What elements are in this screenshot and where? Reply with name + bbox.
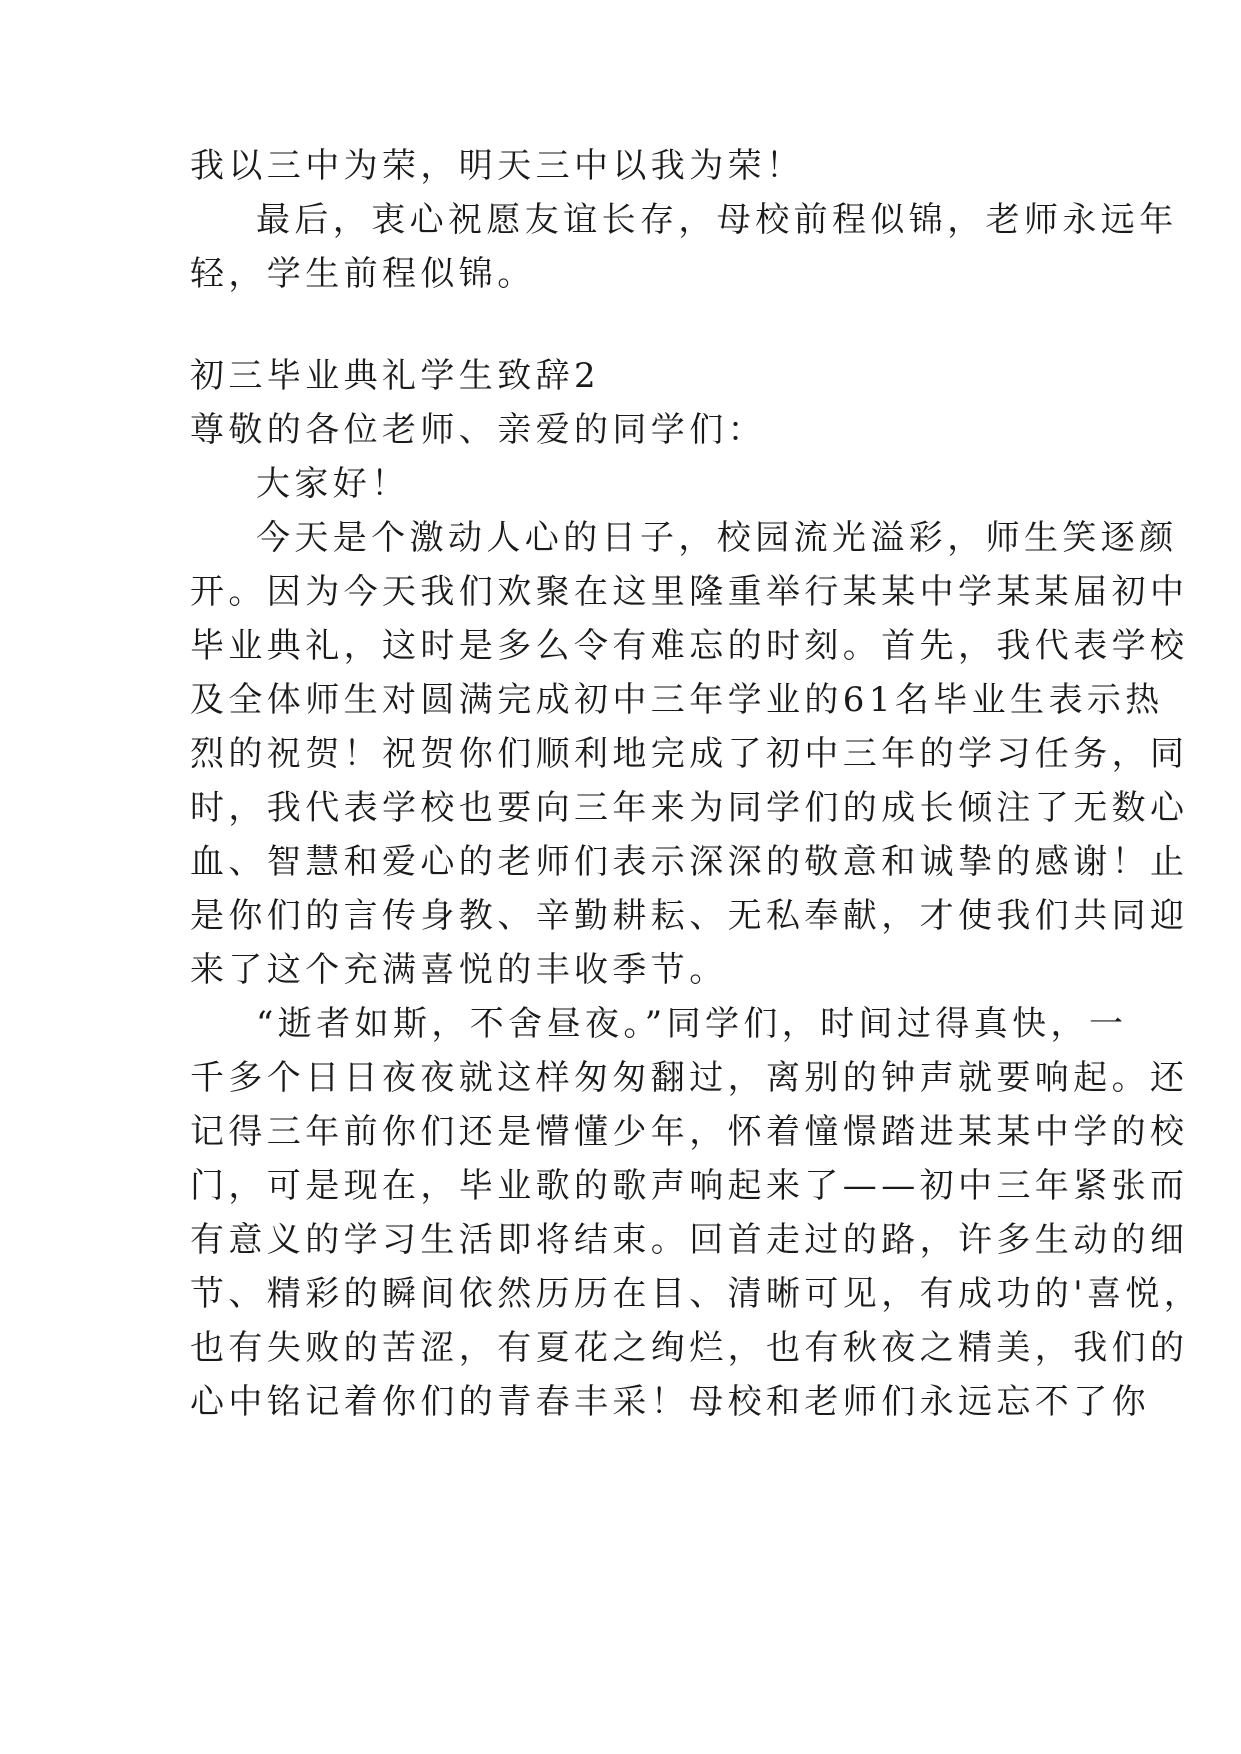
paragraph-line: 记得三年前你们还是懵懂少年，怀着憧憬踏进某某中学的校 [190, 1112, 1189, 1152]
paragraph-line: 开。因为今天我们欢聚在这里隆重举行某某中学某某届初中 [190, 572, 1189, 612]
paragraph-line: 有意义的学习生活即将结束。回首走过的路，许多生动的细 [190, 1220, 1189, 1260]
body-line: 我以三中为荣，明天三中以我为荣！ [190, 146, 805, 186]
paragraph-line: 毕业典礼，这时是多么令有难忘的时刻。首先，我代表学校 [190, 626, 1189, 666]
paragraph-line: 时，我代表学校也要向三年来为同学们的成长倾注了无数心 [190, 788, 1189, 828]
greeting: 大家好！ [256, 464, 410, 504]
closing-paragraph-line: 最后，衷心祝愿友谊长存，母校前程似锦，老师永远年 [256, 200, 1178, 240]
closing-paragraph-line: 轻，学生前程似锦。 [190, 254, 536, 294]
paragraph-line: 节、精彩的瞬间依然历历在目、清晰可见，有成功的'喜悦， [190, 1274, 1203, 1314]
section-heading: 初三毕业典礼学生致辞2 [190, 356, 601, 396]
paragraph-line: 及全体师生对圆满完成初中三年学业的61名毕业生表示热 [190, 680, 1164, 720]
paragraph-line: 千多个日日夜夜就这样匆匆翻过，离别的钟声就要响起。还 [190, 1058, 1189, 1098]
paragraph-line: 门，可是现在，毕业歌的歌声响起来了——初中三年紧张而 [190, 1166, 1189, 1206]
paragraph-line: 心中铭记着你们的青春丰采！母校和老师们永远忘不了你 [190, 1382, 1150, 1422]
paragraph-line: “逝者如斯，不舍昼夜。”同学们，时间过得真快，一 [256, 1004, 1128, 1044]
paragraph-line: 烈的祝贺！祝贺你们顺利地完成了初中三年的学习任务，同 [190, 734, 1189, 774]
paragraph-line: 来了这个充满喜悦的丰收季节。 [190, 950, 728, 990]
paragraph-line: 是你们的言传身教、辛勤耕耘、无私奉献，才使我们共同迎 [190, 896, 1189, 936]
salutation: 尊敬的各位老师、亲爱的同学们： [190, 410, 766, 450]
paragraph-line: 也有失败的苦涩，有夏花之绚烂，也有秋夜之精美，我们的 [190, 1328, 1189, 1368]
paragraph-line: 今天是个激动人心的日子，校园流光溢彩，师生笑逐颜 [256, 518, 1178, 558]
paragraph-line: 血、智慧和爱心的老师们表示深深的敬意和诚挚的感谢！止 [190, 842, 1189, 882]
